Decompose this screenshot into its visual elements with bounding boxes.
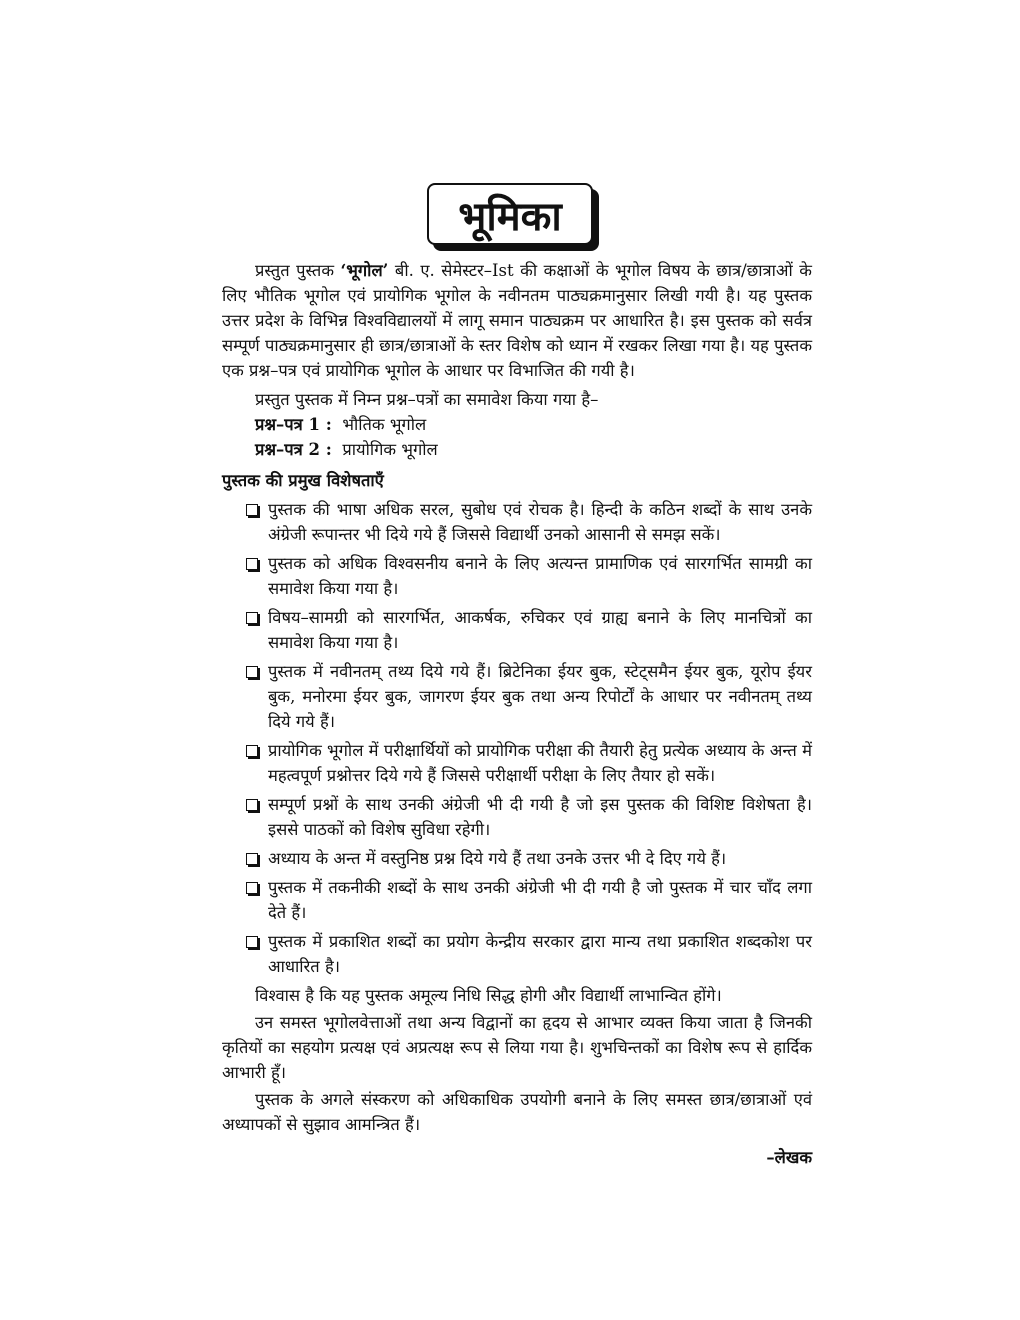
- feature-text: पुस्तक में प्रकाशित शब्दों का प्रयोग केन्द्रीय सरकार द्वारा मान्य तथा प्रकाशित शब्दकोश पर आधारित है।: [268, 932, 812, 976]
- feature-text: अध्याय के अन्त में वस्तुनिष्ठ प्रश्न दिये गये हैं तथा उनके उत्तर भी दे दिए गये हैं।: [268, 849, 727, 868]
- list-item: [246, 659, 812, 734]
- feature-text: सम्पूर्ण प्रश्नों के साथ उनकी अंग्रेजी भी दी गयी है जो इस पुस्तक की विशिष्ट विशेषता है। इससे पाठकों को विशेष सुविधा रहेगी।: [268, 795, 812, 839]
- author-signature: –लेखक: [766, 1148, 812, 1167]
- closing-paragraph: पुस्तक के अगले संस्करण को अधिकाधिक उपयोगी बनाने के लिए समस्त छात्र/छात्राओं एवं अध्यापकों से सुझाव आमन्त्रित हैं।: [222, 1090, 812, 1134]
- paper-2: [222, 437, 812, 462]
- checkbox-bullet-icon: [246, 799, 258, 811]
- feature-text: पुस्तक में नवीनतम् तथ्य दिये गये हैं। ब्रिटेनिका ईयर बुक, स्टेट्समैन ईयर बुक, यूरोप ईयर बुक, मनोरमा ईयर बुक, जागरण ईयर बुक तथा अन्य रिपोर्टों के आधार पर नवीनतम् तथ्य दिये गये हैं।: [268, 662, 812, 731]
- list-item: [246, 551, 812, 601]
- checkbox-bullet-icon: [246, 745, 258, 757]
- paper-label: प्रश्न–पत्र 2 :: [255, 440, 332, 459]
- closing-paragraph: उन समस्त भूगोलवेत्ताओं तथा अन्य विद्वानों का हृदय से आभार व्यक्त किया जाता है जिनकी कृतियों का सहयोग प्रत्यक्ष एवं अप्रत्यक्ष रूप से लिया गया है। शुभचिन्तकों का विशेष रूप से हार्दिक आभारी हूँ।: [222, 1013, 812, 1082]
- feature-text: विषय–सामग्री को सारगर्भित, आकर्षक, रुचिकर एवं ग्राह्य बनाने के लिए मानचित्रों का समावेश किया गया है।: [268, 608, 812, 652]
- closing-paragraph: विश्वास है कि यह पुस्तक अमूल्य निधि सिद्ध होगी और विद्यार्थी लाभान्वित होंगे।: [255, 986, 722, 1005]
- feature-text: पुस्तक की भाषा अधिक सरल, सुबोध एवं रोचक है। हिन्दी के कठिन शब्दों के साथ उनके अंग्रेजी रूपान्तर भी दिये गये हैं जिससे विद्यार्थी उनको आसानी से समझ सकें।: [268, 500, 812, 544]
- feature-text: पुस्तक में तकनीकी शब्दों के साथ उनकी अंग्रेजी भी दी गयी है जो पुस्तक में चार चाँद लगा देते हैं।: [268, 878, 812, 922]
- page-title: भूमिका: [427, 183, 593, 245]
- checkbox-bullet-icon: [246, 504, 258, 516]
- paper-label: प्रश्न–पत्र 1 :: [255, 415, 332, 434]
- list-item: [246, 875, 812, 925]
- list-item: [246, 929, 812, 979]
- checkbox-bullet-icon: [246, 936, 258, 948]
- papers-intro: प्रस्तुत पुस्तक में निम्न प्रश्न–पत्रों का समावेश किया गया है–: [255, 390, 599, 409]
- checkbox-bullet-icon: [246, 666, 258, 678]
- list-item: [246, 605, 812, 655]
- paper-1: [222, 412, 812, 437]
- list-item: [246, 846, 812, 871]
- feature-text: प्रायोगिक भूगोल में परीक्षार्थियों को प्रायोगिक परीक्षा की तैयारी हेतु प्रत्येक अध्याय के अन्त में महत्वपूर्ण प्रश्नोत्तर दिये गये हैं जिससे परीक्षार्थी परीक्षा के लिए तैयार हो सकें।: [268, 741, 812, 785]
- checkbox-bullet-icon: [246, 612, 258, 624]
- intro-after: बी. ए. सेमेस्टर–Ist की कक्षाओं के भूगोल विषय के छात्र/छात्राओं के लिए भौतिक भूगोल एवं प्रायोगिक भूगोल के नवीनतम पाठ्यक्रमानुसार लिखी गयी है। यह पुस्तक उत्तर प्रदेश के विभिन्न विश्वविद्यालयों में लागू समान पाठ्यक्रम पर आधारित है। इस पुस्तक को सर्वत्र सम्पूर्ण पाठ्यक्रमानुसार ही छात्र/छात्राओं के स्तर विशेष को ध्यान में रखकर लिखा गया है। यह पुस्तक एक प्रश्न–पत्र एवं प्रायोगिक भूगोल के आधार पर विभाजित की गयी है।: [222, 261, 812, 380]
- checkbox-bullet-icon: [246, 558, 258, 570]
- list-item: [246, 738, 812, 788]
- features-list: [222, 497, 812, 979]
- body-text: [222, 258, 812, 1170]
- features-heading: पुस्तक की प्रमुख विशेषताएँ: [222, 471, 384, 490]
- checkbox-bullet-icon: [246, 882, 258, 894]
- feature-text: पुस्तक को अधिक विश्वसनीय बनाने के लिए अत्यन्त प्रामाणिक एवं सारगर्भित सामग्री का समावेश किया गया है।: [268, 554, 812, 598]
- paper-name: प्रायोगिक भूगोल: [342, 440, 438, 459]
- book-name: ‘भूगोल’: [340, 261, 389, 280]
- intro-paragraph: [222, 258, 812, 383]
- intro-before: प्रस्तुत पुस्तक: [255, 261, 341, 280]
- paper-name: भौतिक भूगोल: [342, 415, 427, 434]
- list-item: [246, 497, 812, 547]
- title-frame: [427, 183, 593, 245]
- checkbox-bullet-icon: [246, 853, 258, 865]
- list-item: [246, 792, 812, 842]
